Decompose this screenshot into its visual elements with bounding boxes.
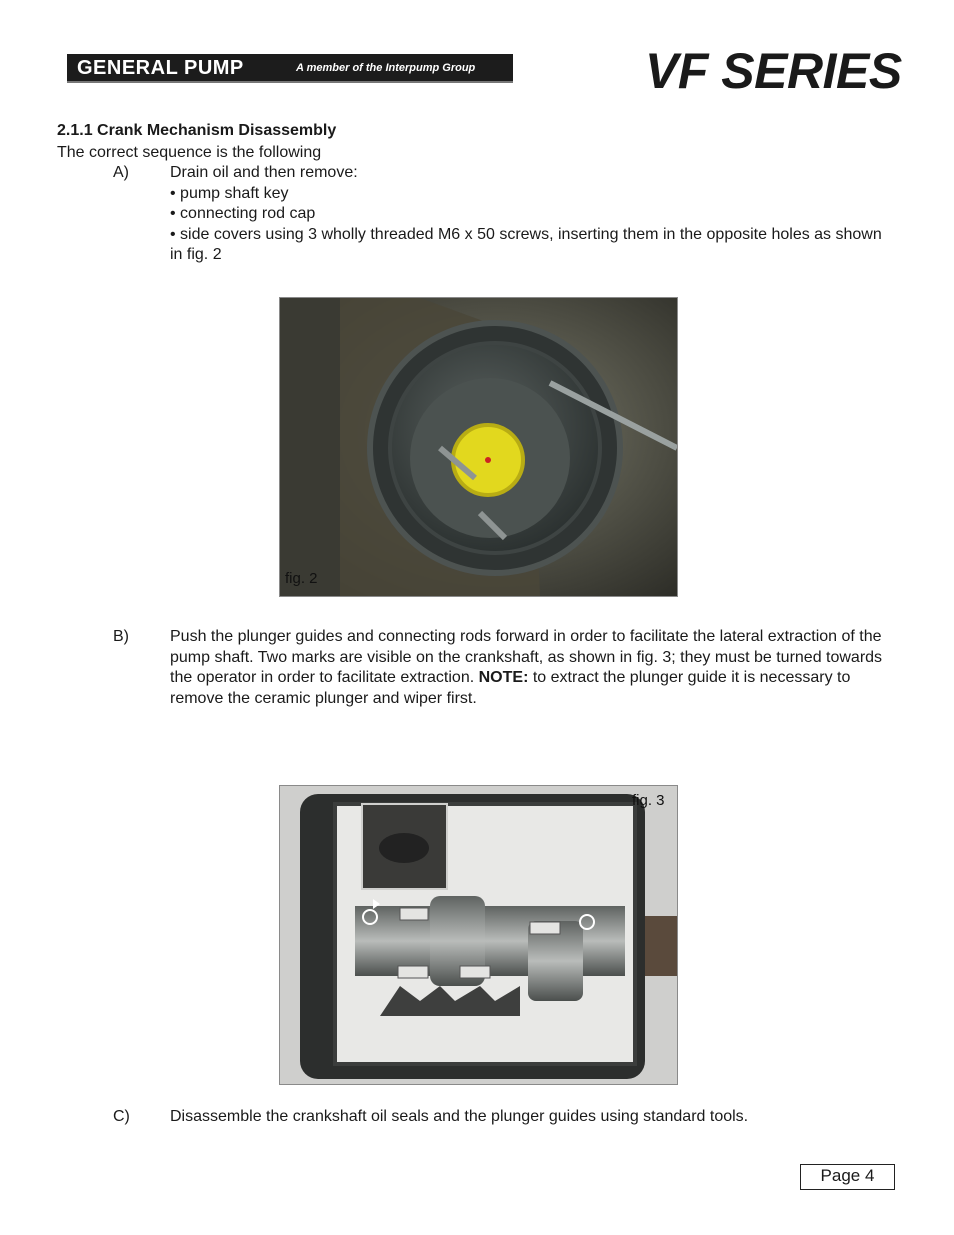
step-b-letter: B) — [113, 628, 129, 645]
step-b-text: Push the plunger guides and connecting rods forward in order to facilitate the lateral extraction of the pump shaft. Two marks are visible on the crankshaft, as shown in fig. 3; they must be turned towards the operator in order to facilitate extraction. — [170, 628, 883, 687]
figure-2-photo — [280, 298, 677, 596]
section-intro: The correct sequence is the following — [57, 144, 322, 161]
step-a-lead: Drain oil and then remove: — [170, 164, 358, 181]
series-title: VF SERIES — [645, 43, 902, 99]
figure-3-photo — [280, 786, 677, 1084]
figure-3 — [279, 785, 678, 1085]
brand-tagline: A member of the Interpump Group — [296, 62, 476, 74]
step-a-bullet: • connecting rod cap — [170, 205, 316, 223]
step-b-body — [170, 627, 890, 709]
brand-name: GENERAL PUMP — [77, 57, 244, 79]
figure-2-label: fig. 2 — [285, 570, 318, 587]
page-number: Page 4 — [800, 1164, 895, 1190]
step-c-text: Disassemble the crankshaft oil seals and the plunger guides using standard tools. — [170, 1108, 749, 1125]
step-b-paragraph — [170, 627, 890, 709]
step-a-bullet: • pump shaft key — [170, 184, 289, 202]
step-c-letter: C) — [113, 1108, 130, 1125]
section-heading: 2.1.1 Crank Mechanism Disassembly — [57, 122, 337, 139]
step-a-bullet: • side covers using 3 wholly threaded M6 x 50 screws, inserting them in the opposite holes as shown in fig. 2 — [170, 225, 882, 264]
brand-bar — [67, 54, 513, 83]
figure-2 — [279, 297, 678, 597]
step-a-body — [170, 163, 890, 266]
step-a-letter: A) — [113, 164, 129, 181]
step-b-note-label: NOTE: — [478, 669, 529, 687]
step-b-note-text: to extract the plunger guide it is necessary to remove the ceramic plunger and wiper first. — [170, 669, 851, 707]
figure-3-label: fig. 3 — [632, 792, 665, 809]
